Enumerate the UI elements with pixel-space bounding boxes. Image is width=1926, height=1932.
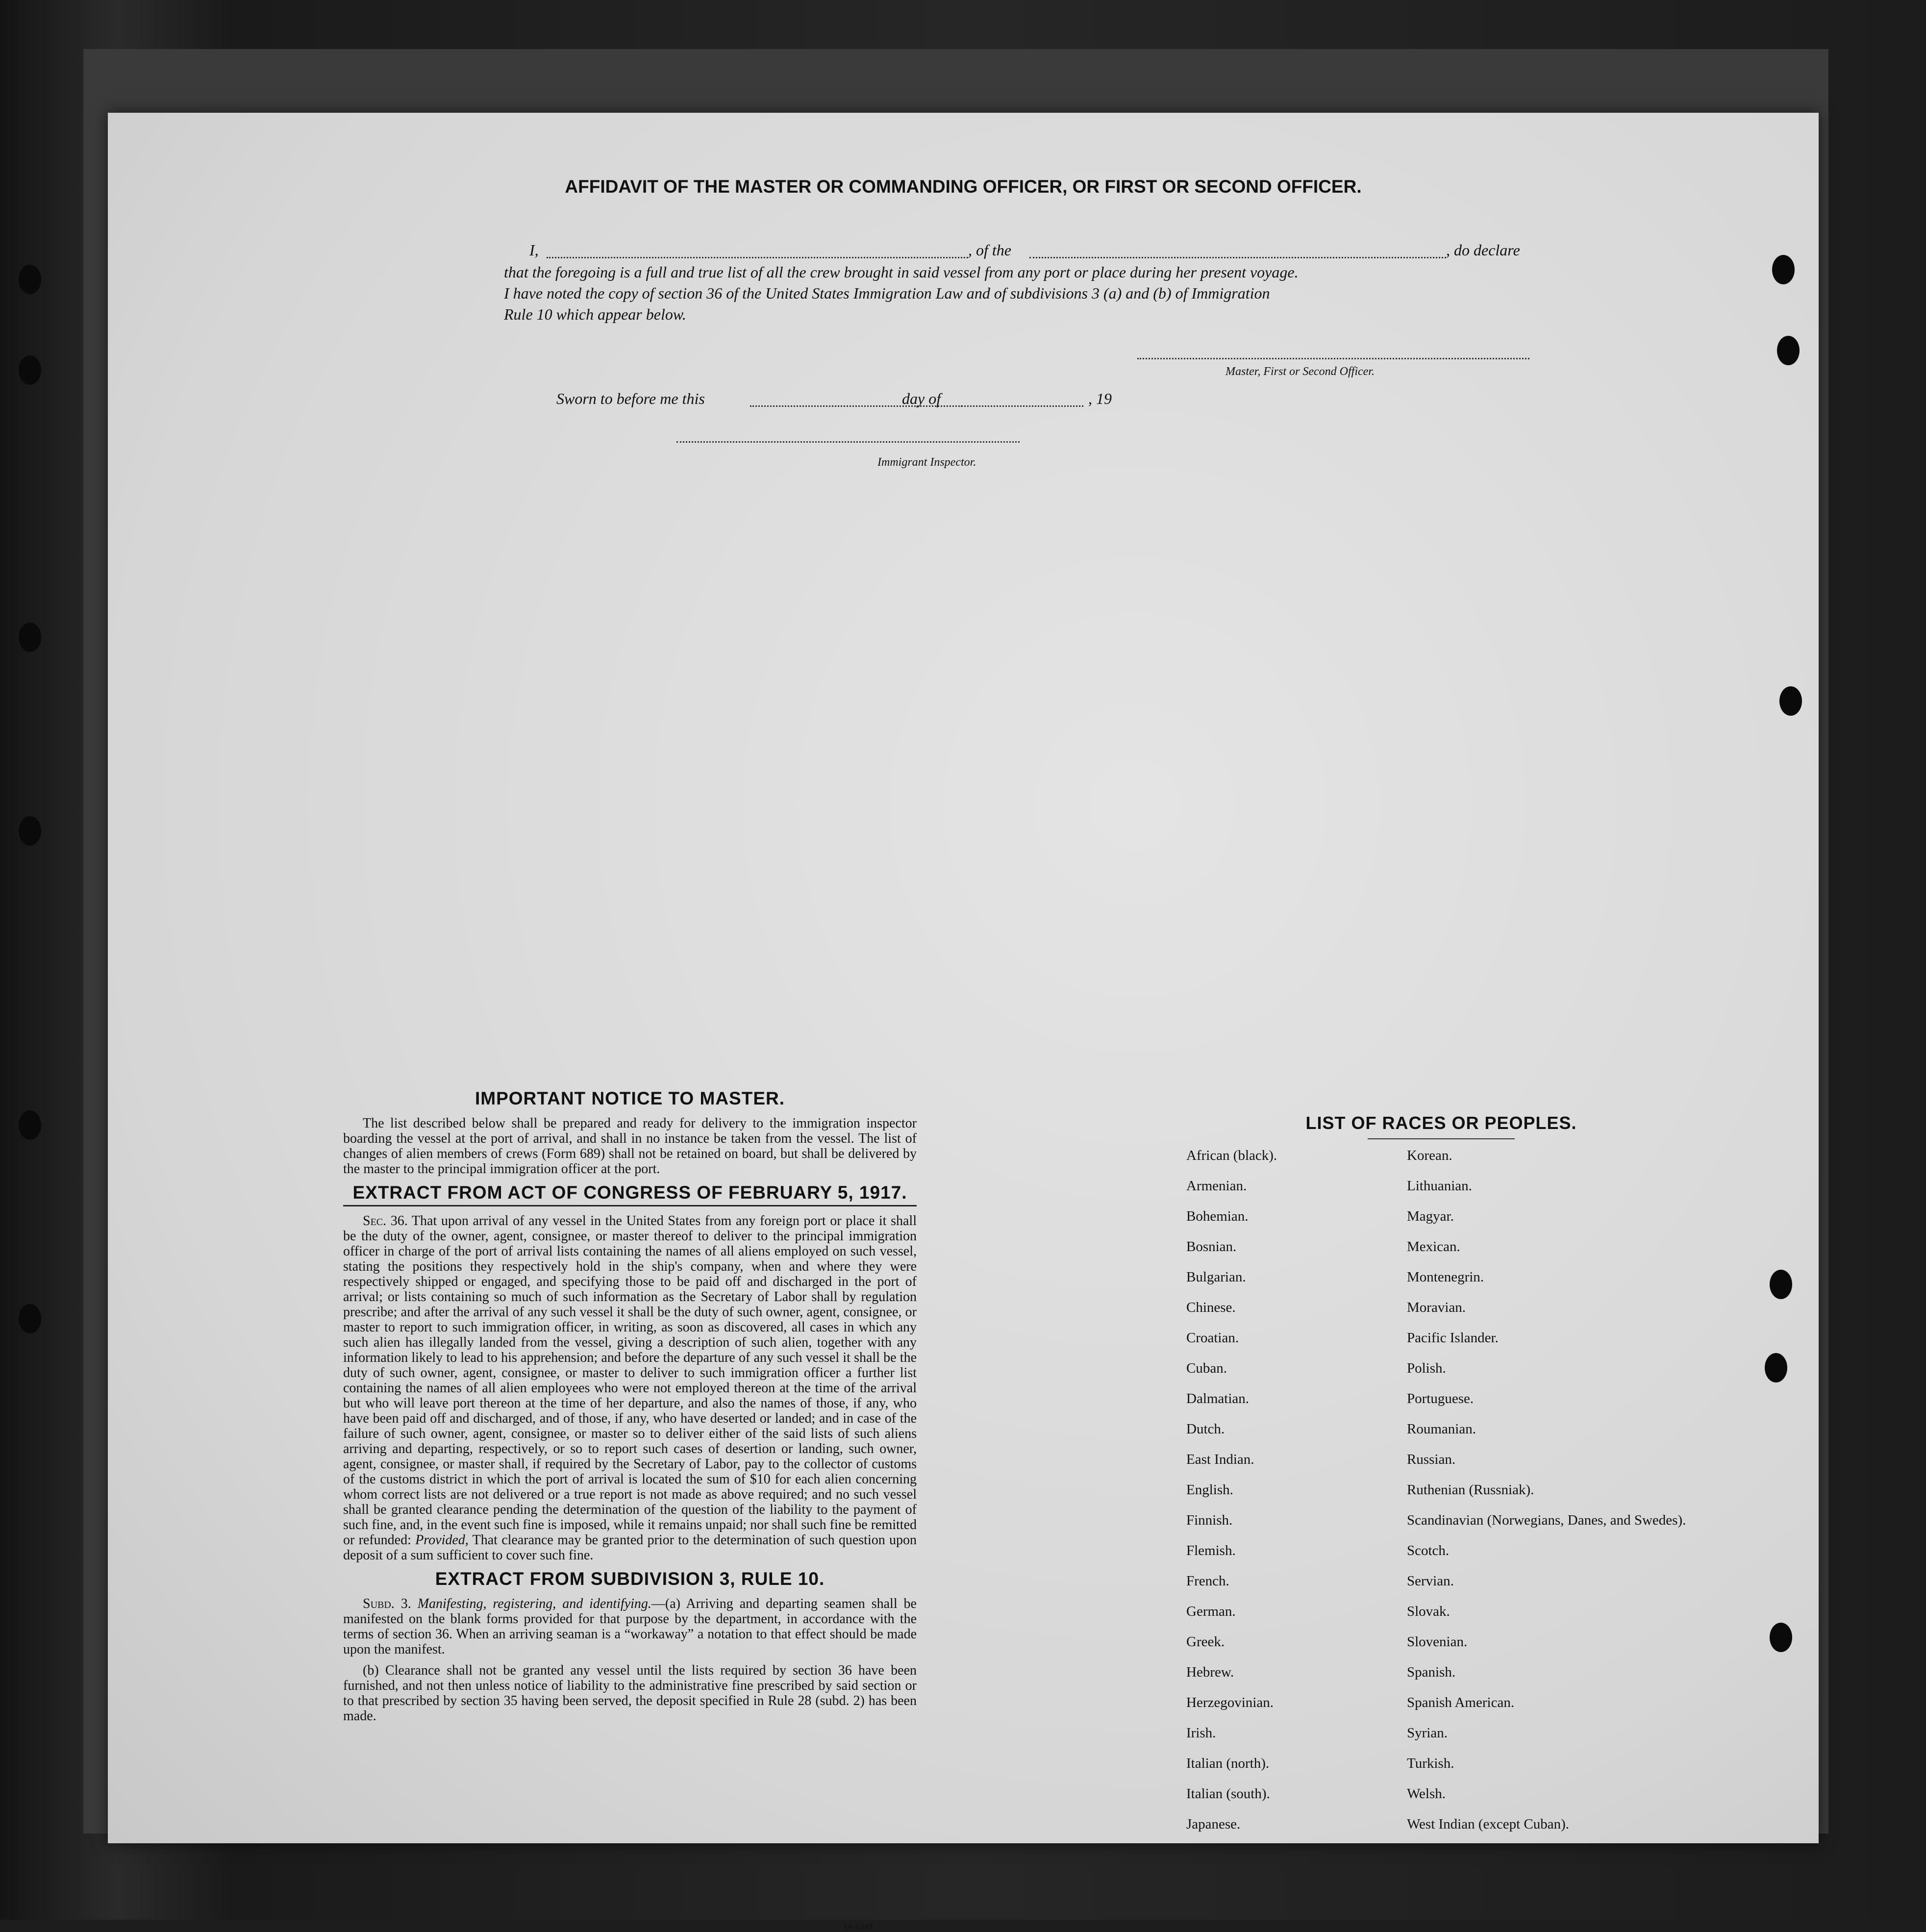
notice-section [343,1088,917,1730]
master-signature-blank[interactable] [1137,358,1529,359]
punch-hole [19,1304,41,1333]
race-item: Italian (north). [1186,1756,1270,1771]
race-item: Cuban. [1186,1360,1227,1376]
race-item: Mexican. [1407,1239,1460,1255]
race-item: Ruthenian (Russniak). [1407,1482,1534,1498]
race-item: Japanese. [1186,1816,1241,1832]
act-provided: Provided, [415,1532,469,1548]
race-item: Moravian. [1407,1300,1466,1315]
punch-hole [19,816,41,846]
race-item: Roumanian. [1407,1421,1476,1437]
race-item: Lithuanian. [1407,1178,1472,1194]
race-item: German. [1186,1604,1236,1619]
affidavit-of-the: , of the [968,241,1011,259]
race-item: African (black). [1186,1148,1277,1163]
race-item: Dalmatian. [1186,1391,1250,1406]
race-item: Spanish. [1407,1664,1456,1680]
race-item: English. [1186,1482,1233,1498]
sworn-text: Sworn to before me this [556,390,705,407]
manifest-page [108,113,1819,1932]
punch-hole [1777,336,1800,365]
day-of-text: day of [902,390,941,407]
notice-title: IMPORTANT NOTICE TO MASTER. [475,1088,785,1108]
race-item: Welsh. [1407,1786,1446,1802]
race-item: Herzegovinian. [1186,1695,1274,1710]
form-code: 14-1349 [843,1922,873,1932]
race-item: Hebrew. [1186,1664,1234,1680]
race-item: Greek. [1186,1634,1225,1650]
race-item: Korean. [1407,1148,1452,1163]
races-section [1186,1113,1696,1847]
race-item: Scotch. [1407,1543,1450,1558]
act-text-end: That clearance may be granted prior to the determination of such question upon deposit of a sum sufficient to cover such fine. [343,1532,917,1563]
race-item: Flemish. [1186,1543,1236,1558]
punch-hole [1779,686,1802,716]
punch-hole [1772,255,1795,284]
race-item: Chinese. [1186,1300,1236,1315]
race-item: Dutch. [1186,1421,1225,1437]
notice-text: The list described below shall be prepared and ready for delivery to the immigration inspector boarding the vessel at the port of arrival, and shall in no instance be taken from the vessel. The list of changes of alien members of crews (Form 689) shall not be retained on board, but shall be delivered by the master to the principal immigration officer at the port. [343,1116,917,1177]
punch-hole [1770,1623,1792,1652]
affidavit-line-3: I have noted the copy of section 36 of the United States Immigration Law and of subdivisions 3 (a) and (b) of Immigration [504,284,1270,302]
rule-subd-label: Subd. 3. [363,1596,411,1611]
race-item: Scandinavian (Norwegians, Danes, and Swedes). [1407,1512,1686,1528]
affidavit-i: I, [529,241,539,259]
rule-a-text: —(a) Arriving and departing seamen shall be manifested on the blank forms provided for that purpose by the department, in accordance with the terms of section 36. When an arriving seaman is a “workaway” a notation to that effect should be made upon the manifest. [343,1596,917,1657]
race-item: Croatian. [1186,1330,1239,1346]
race-item: Pacific Islander. [1407,1330,1499,1346]
year-text: , 19 [1088,390,1112,407]
race-item: Slovenian. [1407,1634,1468,1650]
races-title: LIST OF RACES OR PEOPLES. [1305,1113,1577,1133]
sworn-day-blank[interactable] [750,405,995,407]
punch-hole [19,355,41,385]
act-title: EXTRACT FROM ACT OF CONGRESS OF FEBRUARY 5, 1917. [343,1182,917,1206]
race-item: Finnish. [1186,1512,1233,1528]
affidavit-line-4: Rule 10 which appear below. [504,305,686,323]
punch-hole [19,623,41,652]
race-item: Portuguese. [1407,1391,1474,1406]
master-label: Master, First or Second Officer. [1226,365,1375,378]
rule-paragraph-b: (b) Clearance shall not be granted any vessel until the lists required by section 36 have been furnished, and not then unless notice of liability to the administrative fine prescribed by said section or to that prescribed by section 35 having been served, the deposit specified in Rule 28 (subd. 2) has been made. [343,1663,917,1724]
inspector-signature-blank[interactable] [676,441,1020,443]
race-item: Russian. [1407,1452,1456,1467]
races-grid [1186,1148,1696,1847]
act-paragraph [343,1213,917,1563]
race-item: Turkish. [1407,1756,1454,1771]
act-text: That upon arrival of any vessel in the United States from any foreign port or place it shall be the duty of the owner, agent, consignee, or master thereof to deliver to the principal immigration officer in charge of the port of arrival lists containing the names of all aliens employed on such vessel, stating the positions they respectively hold in the ship's company, when and where they were respectively shipped or engaged, and specifying those to be paid off and discharged in the port of arrival; or lists containing so much of such information as the Secretary of Labor shall by regulation prescribe; and after the arrival of any such vessel it shall be the duty of such owner, agent, consignee, or master to report to such immigration officer, in writing, as soon as discovered, all cases in which any such alien has illegally landed from the vessel, giving a description of such alien, together with any information likely to lead to his apprehension; and before the departure of any such vessel it shall be the duty of such owner, agent, consignee, or master to deliver to such immigration officer a further list containing the names of all alien employees who were not employed thereon at the time of the arrival but who will leave port thereon at the time of her departure, and also the names of those, if any, who have been paid off and discharged, and of those, if any, who have deserted or landed; and in case of the failure of such owner, agent, consignee, or master so to deliver either of the said lists of such aliens arriving and departing, respectively, or so to report such cases of desertion or landing, such owner, agent, consignee, or master shall, if required by the Secretary of Labor, pay to the collector of customs of the customs district in which the port of arrival is located the sum of $10 for each alien concerning whom correct lists are not delivered or a true report is not made as above required; and no such vessel shall be granted clearance pending the determination of the question of the liability to the payment of such fine, and, in the event such fine is imposed, while it remains unpaid; nor shall such fine be remitted or refunded: [343,1213,917,1548]
punch-hole [19,265,41,294]
race-item: Italian (south). [1186,1786,1270,1802]
month-blank[interactable] [961,405,1083,407]
name-blank[interactable] [547,257,968,258]
punch-hole [1770,1270,1792,1299]
race-item: Polish. [1407,1360,1446,1376]
affidavit-declare: , do declare [1446,241,1520,259]
race-item: Spanish American. [1407,1695,1515,1710]
race-item: West Indian (except Cuban). [1407,1816,1570,1832]
punch-hole [19,1110,41,1140]
race-item: Bulgarian. [1186,1269,1246,1285]
punch-hole [1765,1353,1787,1382]
race-item: French. [1186,1573,1229,1589]
vessel-blank[interactable] [1029,257,1446,258]
race-item: Montenegrin. [1407,1269,1484,1285]
rule-paragraph-a [343,1596,917,1657]
race-item: Slovak. [1407,1604,1450,1619]
race-item: Bosnian. [1186,1239,1237,1255]
rule-subd-heading: Manifesting, registering, and identifying. [417,1596,651,1611]
races-rule [1368,1138,1515,1139]
race-item: Syrian. [1407,1725,1448,1741]
rule-title: EXTRACT FROM SUBDIVISION 3, RULE 10. [435,1569,825,1589]
race-item: Magyar. [1407,1208,1454,1224]
affidavit-title: AFFIDAVIT OF THE MASTER OR COMMANDING OFFICER, OR FIRST OR SECOND OFFICER. [565,176,1362,197]
act-sec-label: Sec. 36. [363,1213,408,1229]
race-item: Armenian. [1186,1178,1247,1194]
race-item: Servian. [1407,1573,1454,1589]
inspector-label: Immigrant Inspector. [877,456,976,469]
race-item: East Indian. [1186,1452,1254,1467]
affidavit-line-2: that the foregoing is a full and true list of all the crew brought in said vessel from any port or place during her present voyage. [504,263,1299,281]
race-item: Bohemian. [1186,1208,1249,1224]
race-item: Irish. [1186,1725,1216,1741]
